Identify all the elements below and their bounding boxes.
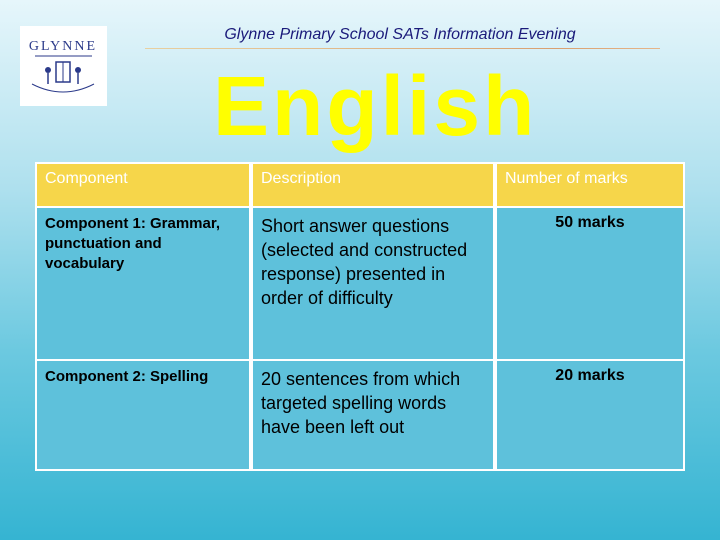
row1-description: Short answer questions (selected and constructed response) presented in order of difficulty: [251, 206, 495, 361]
row1-marks: 50 marks: [495, 206, 685, 361]
slide-title: English: [213, 59, 538, 153]
row2-marks: 20 marks: [495, 359, 685, 471]
header-divider: [145, 48, 660, 49]
header-cell-description: Description: [251, 162, 495, 208]
header-title: Glynne Primary School SATs Information Evening: [224, 26, 576, 43]
header-cell-marks: Number of marks: [495, 162, 685, 208]
header-cell-component: Component: [35, 162, 251, 208]
row1-component: Component 1: Grammar, punctuation and vocabulary: [35, 206, 251, 361]
row2-component: Component 2: Spelling: [35, 359, 251, 471]
svg-text:GLYNNE: GLYNNE: [28, 39, 98, 54]
row2-description: 20 sentences from which targeted spelling words have been left out: [251, 359, 495, 471]
